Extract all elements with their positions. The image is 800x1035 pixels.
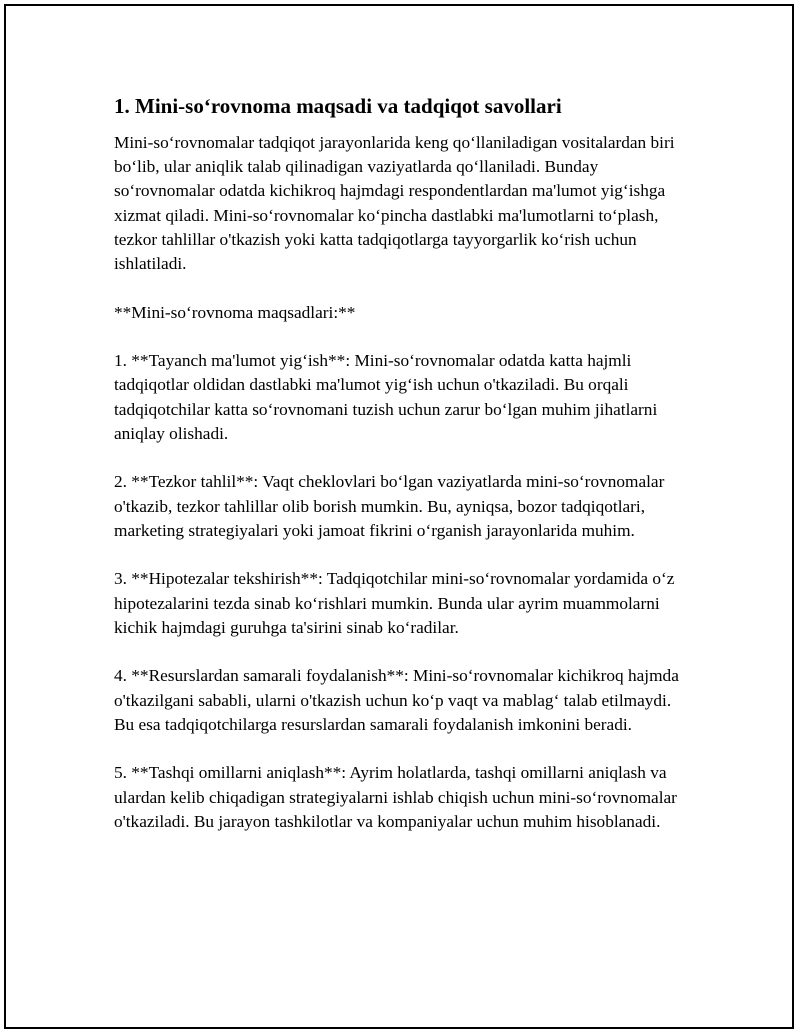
section-heading: 1. Mini-so‘rovnoma maqsadi va tadqiqot savollari	[114, 94, 562, 118]
goal-item-3: 3. **Hipotezalar tekshirish**: Tadqiqotchilar mini-so‘rovnomalar yordamida o‘z hipotezalarini tezda sinab ko‘rishlari mumkin. Bunda ular ayrim muammolarni kichik hajmdagi guruhga ta'sirini sinab ko‘radilar.	[114, 569, 675, 637]
goal-item-5: 5. **Tashqi omillarni aniqlash**: Ayrim holatlarda, tashqi omillarni aniqlash va ulardan kelib chiqadigan strategiyalarni ishlab chiqish uchun mini-so‘rovnomalar o'tkaziladi. Bu jarayon tashkilotlar va kompaniyalar uchun muhim hisoblanadi.	[114, 763, 677, 831]
document-body	[114, 93, 694, 858]
goal-item-1: 1. **Tayanch ma'lumot yig‘ish**: Mini-so‘rovnomalar odatda katta hajmli tadqiqotlar oldidan dastlabki ma'lumot yig‘ish uchun o'tkaziladi. Bu orqali tadqiqotchilar katta so‘rovnomani tuzish uchun zarur bo‘lgan muhim jihatlarni aniqlay olishadi.	[114, 351, 658, 443]
goal-item-2: 2. **Tezkor tahlil**: Vaqt cheklovlari bo‘lgan vaziyatlarda mini-so‘rovnomalar o'tkazib, tezkor tahlillar olib borish mumkin. Bu, ayniqsa, bozor tadqiqotlari, marketing strategiyalari yoki jamoat fikrini o‘rganish jarayonlarida muhim.	[114, 472, 665, 540]
goals-subheading: **Mini-so‘rovnoma maqsadlari:**	[114, 302, 356, 322]
intro-paragraph: Mini-so‘rovnomalar tadqiqot jarayonlarida keng qo‘llaniladigan vositalardan biri bo‘lib, ular aniqlik talab qilinadigan vaziyatlarda qo‘llaniladi. Bunday so‘rovnomalar odatda kichikroq hajmdagi respondentlardan ma'lumot yig‘ishga xizmat qiladi. Mini-so‘rovnomalar ko‘pincha dastlabki ma'lumotlarni to‘plash, tezkor tahlillar o'tkazish yoki katta tadqiqotlarga tayyorgarlik ko‘rish uchun ishlatiladi.	[114, 133, 675, 274]
goal-item-4: 4. **Resurslardan samarali foydalanish**: Mini-so‘rovnomalar kichikroq hajmda o'tkazilgani sababli, ularni o'tkazish uchun ko‘p vaqt va mablag‘ talab etilmaydi. Bu esa tadqiqotchilarga resurslardan samarali foydalanish imkonini beradi.	[114, 666, 679, 734]
